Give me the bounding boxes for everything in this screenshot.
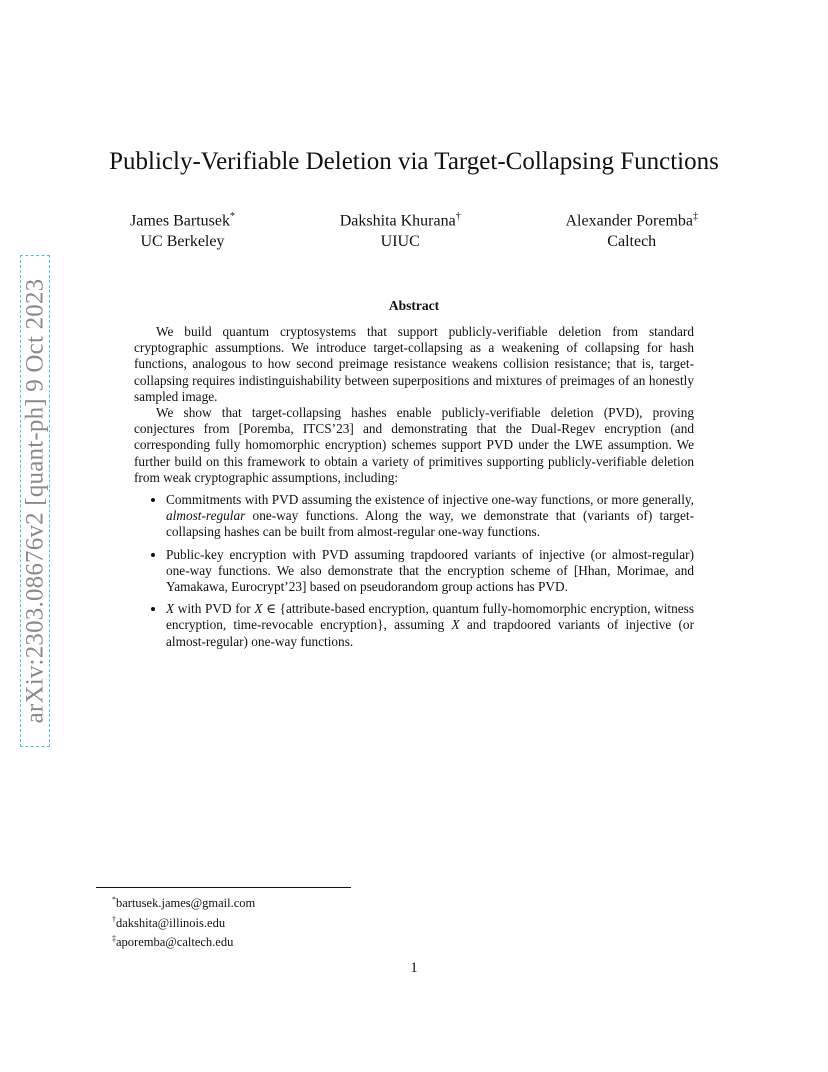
bullet-text: and trapdoored variants of injective (or almost-regular) one-way functions. (166, 617, 695, 649)
author-2 (340, 206, 461, 252)
author-name: James Bartusek (130, 212, 230, 230)
math-var: X (166, 601, 175, 617)
footnotes (112, 892, 255, 951)
abstract-heading: Abstract (388, 298, 440, 313)
bullet-emphasis: almost-regular (166, 508, 246, 524)
paper-title: Publicly-Verifiable Deletion via Target-Collapsing Functions (109, 148, 719, 175)
contribution-item-x-with-pvd (166, 601, 694, 650)
footnote-email: aporemba@caltech.edu (116, 935, 234, 950)
bullet-text: attribute-based encryption, quantum fully-homomorphic encryption, witness encryption, time-revocable encryption (166, 601, 694, 633)
footnote-mark: † (112, 914, 116, 924)
arxiv-stamp-text: arXiv:2303.08676v2 [quant-ph] 9 Oct 2023 (21, 278, 49, 724)
footnote-rule (96, 887, 351, 888)
author-3 (565, 206, 698, 252)
author-mark: ‡ (693, 211, 698, 222)
arxiv-stamp (20, 255, 50, 747)
author-name: Dakshita Khurana (339, 212, 456, 230)
bullet-text: ∈ { (262, 601, 286, 617)
footnote-email: dakshita@illinois.edu (116, 915, 226, 930)
author-mark: * (229, 211, 235, 222)
math-var: X (451, 617, 460, 633)
contribution-list (134, 492, 694, 650)
abstract-paragraph-2: We show that target-collapsing hashes enable publicly-verifiable deletion (PVD), proving conjectures from [Poremba, ITCS’23] and demonstrating that the Dual-Regev encryption (and corresponding fully homomorphic encryption) schemes support PVD under the LWE assumption. We further build on this framework to obtain a variety of primitives supporting publicly-verifiable deletion from weak cryptographic assumptions, including: (134, 405, 694, 485)
contribution-item-pke: • Public-key encryption with PVD assuming trapdoored variants of injective (or almost-regular) one-way functions. We also demonstrate that the encryption scheme of [Hhan, Morimae, and Yamakawa, Eurocrypt’23] based on pseudorandom group actions has PVD. (166, 547, 694, 596)
author-list (130, 206, 698, 252)
page-number: 1 (410, 960, 418, 976)
footnote-1 (112, 892, 255, 912)
footnote-email: bartusek.james@gmail.com (116, 896, 256, 911)
bullet-text: with PVD for (174, 601, 255, 617)
author-1 (130, 206, 235, 252)
footnote-2 (112, 912, 255, 932)
bullet-text: }, assuming (377, 617, 452, 633)
author-affiliation: UC Berkeley (140, 233, 225, 251)
contribution-item-commitments (166, 492, 694, 541)
author-name: Alexander Poremba (565, 212, 693, 230)
footnote-mark: * (112, 895, 116, 904)
bullet-text: Commitments with PVD assuming the existence of injective one-way functions, or more generally, (166, 492, 694, 508)
author-affiliation: UIUC (380, 233, 420, 251)
bullet-text: one-way functions. Along the way, we demonstrate that (variants of) target-collapsing hashes can be built from almost-regular one-way functions. (166, 508, 694, 540)
footnote-mark: ‡ (112, 934, 116, 944)
author-mark: † (455, 211, 461, 222)
author-affiliation: Caltech (607, 233, 657, 251)
abstract-body (134, 324, 694, 656)
math-var: X (254, 601, 263, 617)
abstract-paragraph-1: We build quantum cryptosystems that support publicly-verifiable deletion from standard cryptographic assumptions. We introduce target-collapsing as a weakening of collapsing for hash functions, analogous to how second preimage resistance weakens collision resistance; that is, target-collapsing requires indistinguishability between superpositions and mixtures of preimages of an honestly sampled image. (134, 324, 694, 404)
footnote-3 (112, 931, 255, 951)
